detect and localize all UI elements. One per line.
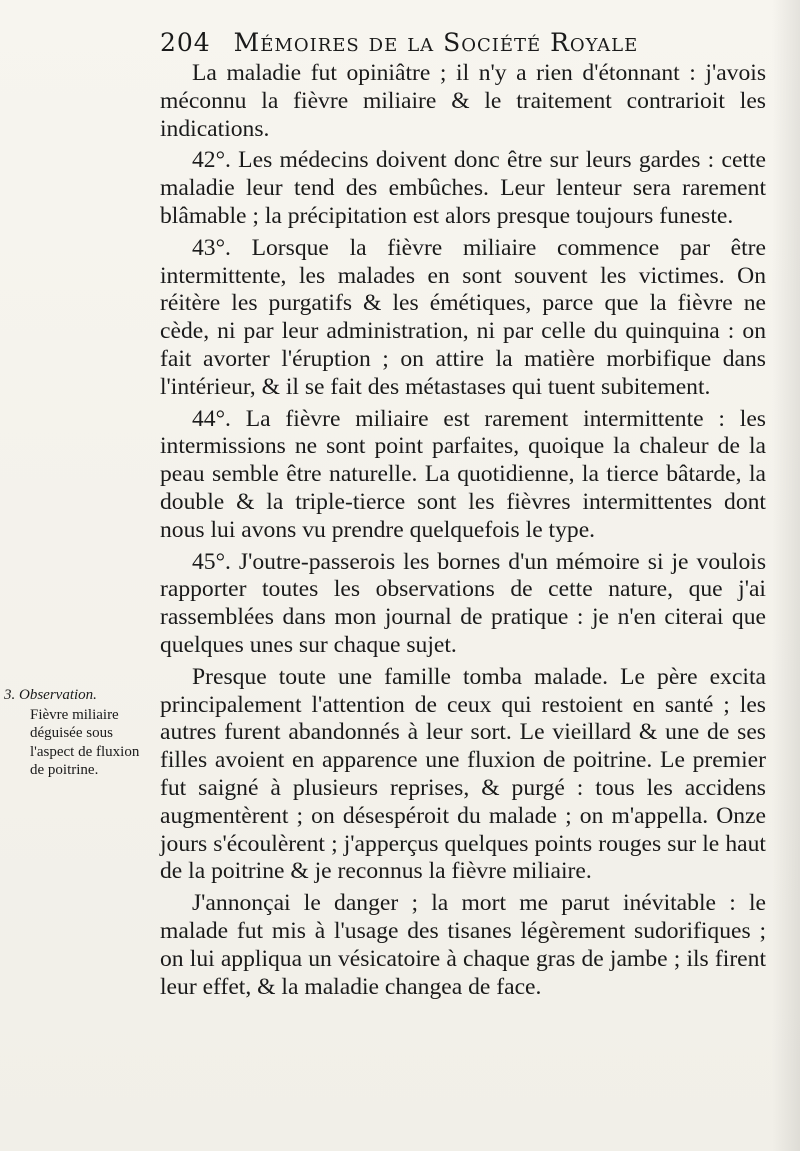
paragraph-44: 44°. La fièvre miliaire est rarement intermittente : les intermissions ne sont point parfaites, quoique la chaleur de la peau semble être naturelle. La quotidienne, la tierce bâtarde, la double & la triple-tierce sont les fièvres intermittentes dont nous lui avons vu prendre quelquefois le type. [160, 405, 766, 543]
paragraph-42: 42°. Les médecins doivent donc être sur leurs gardes : cette maladie leur tend des embûches. Leur lenteur sera rarement blâmable ; la précipitation est alors presque toujours funeste. [160, 147, 766, 229]
paragraph-observation-3: Presque toute une famille tomba malade. Le père excita principalement l'attention de ceux qui restoient en santé ; les autres furent abandonnés à leur sort. Le vieillard & une de ses filles avoient en apparence une fluxion de poitrine. Le premier fut saigné à plusieurs reprises, & purgé : tous les accidens augmentèrent ; on désespéroit du malade ; on m'appella. Onze jours s'écoulèrent ; j'apperçus quelques points rouges sur le haut de la poitrine & je reconnus la fièvre miliaire. [160, 663, 766, 885]
paragraph-45: 45°. J'outre-passerois les bornes d'un mémoire si je voulois rapporter toutes les observations de cette nature, que j'ai rassemblées dans mon journal de pratique : je n'en citerai que quelques unes sur chaque sujet. [160, 548, 766, 658]
page-gutter-shadow [772, 0, 800, 1151]
paragraph-1: La maladie fut opiniâtre ; il n'y a rien d'étonnant : j'avois méconnu la fièvre miliaire & le traitement contrarioit les indications. [160, 60, 766, 142]
running-title: Mémoires de la Société Royale [233, 28, 639, 57]
paragraph-observation-3-cont: J'annonçai le danger ; la mort me parut inévitable : le malade fut mis à l'usage des tisanes légèrement sudorifiques ; on lui appliqua un vésicatoire à chaque gras de jambe ; ils firent leur effet, & la maladie changea de face. [160, 890, 766, 1000]
margin-note-text: Fièvre miliaire déguisée sous l'aspect de fluxion de poitrine. [30, 706, 140, 778]
margin-note [4, 686, 154, 780]
margin-note-heading: 3. Observation. [4, 687, 97, 703]
page-number: 204 [160, 28, 211, 57]
paragraph-43: 43°. Lorsque la fièvre miliaire commence par être intermittente, les malades en sont souvent les victimes. On réitère les purgatifs & les émétiques, parce que la fièvre ne cède, ni par leur administration, ni par celle du quinquina : on fait avorter l'éruption ; on attire la matière morbifique dans l'intérieur, & il se fait des métastases qui tuent subitement. [160, 234, 766, 400]
running-head [160, 28, 750, 57]
main-text [160, 60, 766, 1005]
